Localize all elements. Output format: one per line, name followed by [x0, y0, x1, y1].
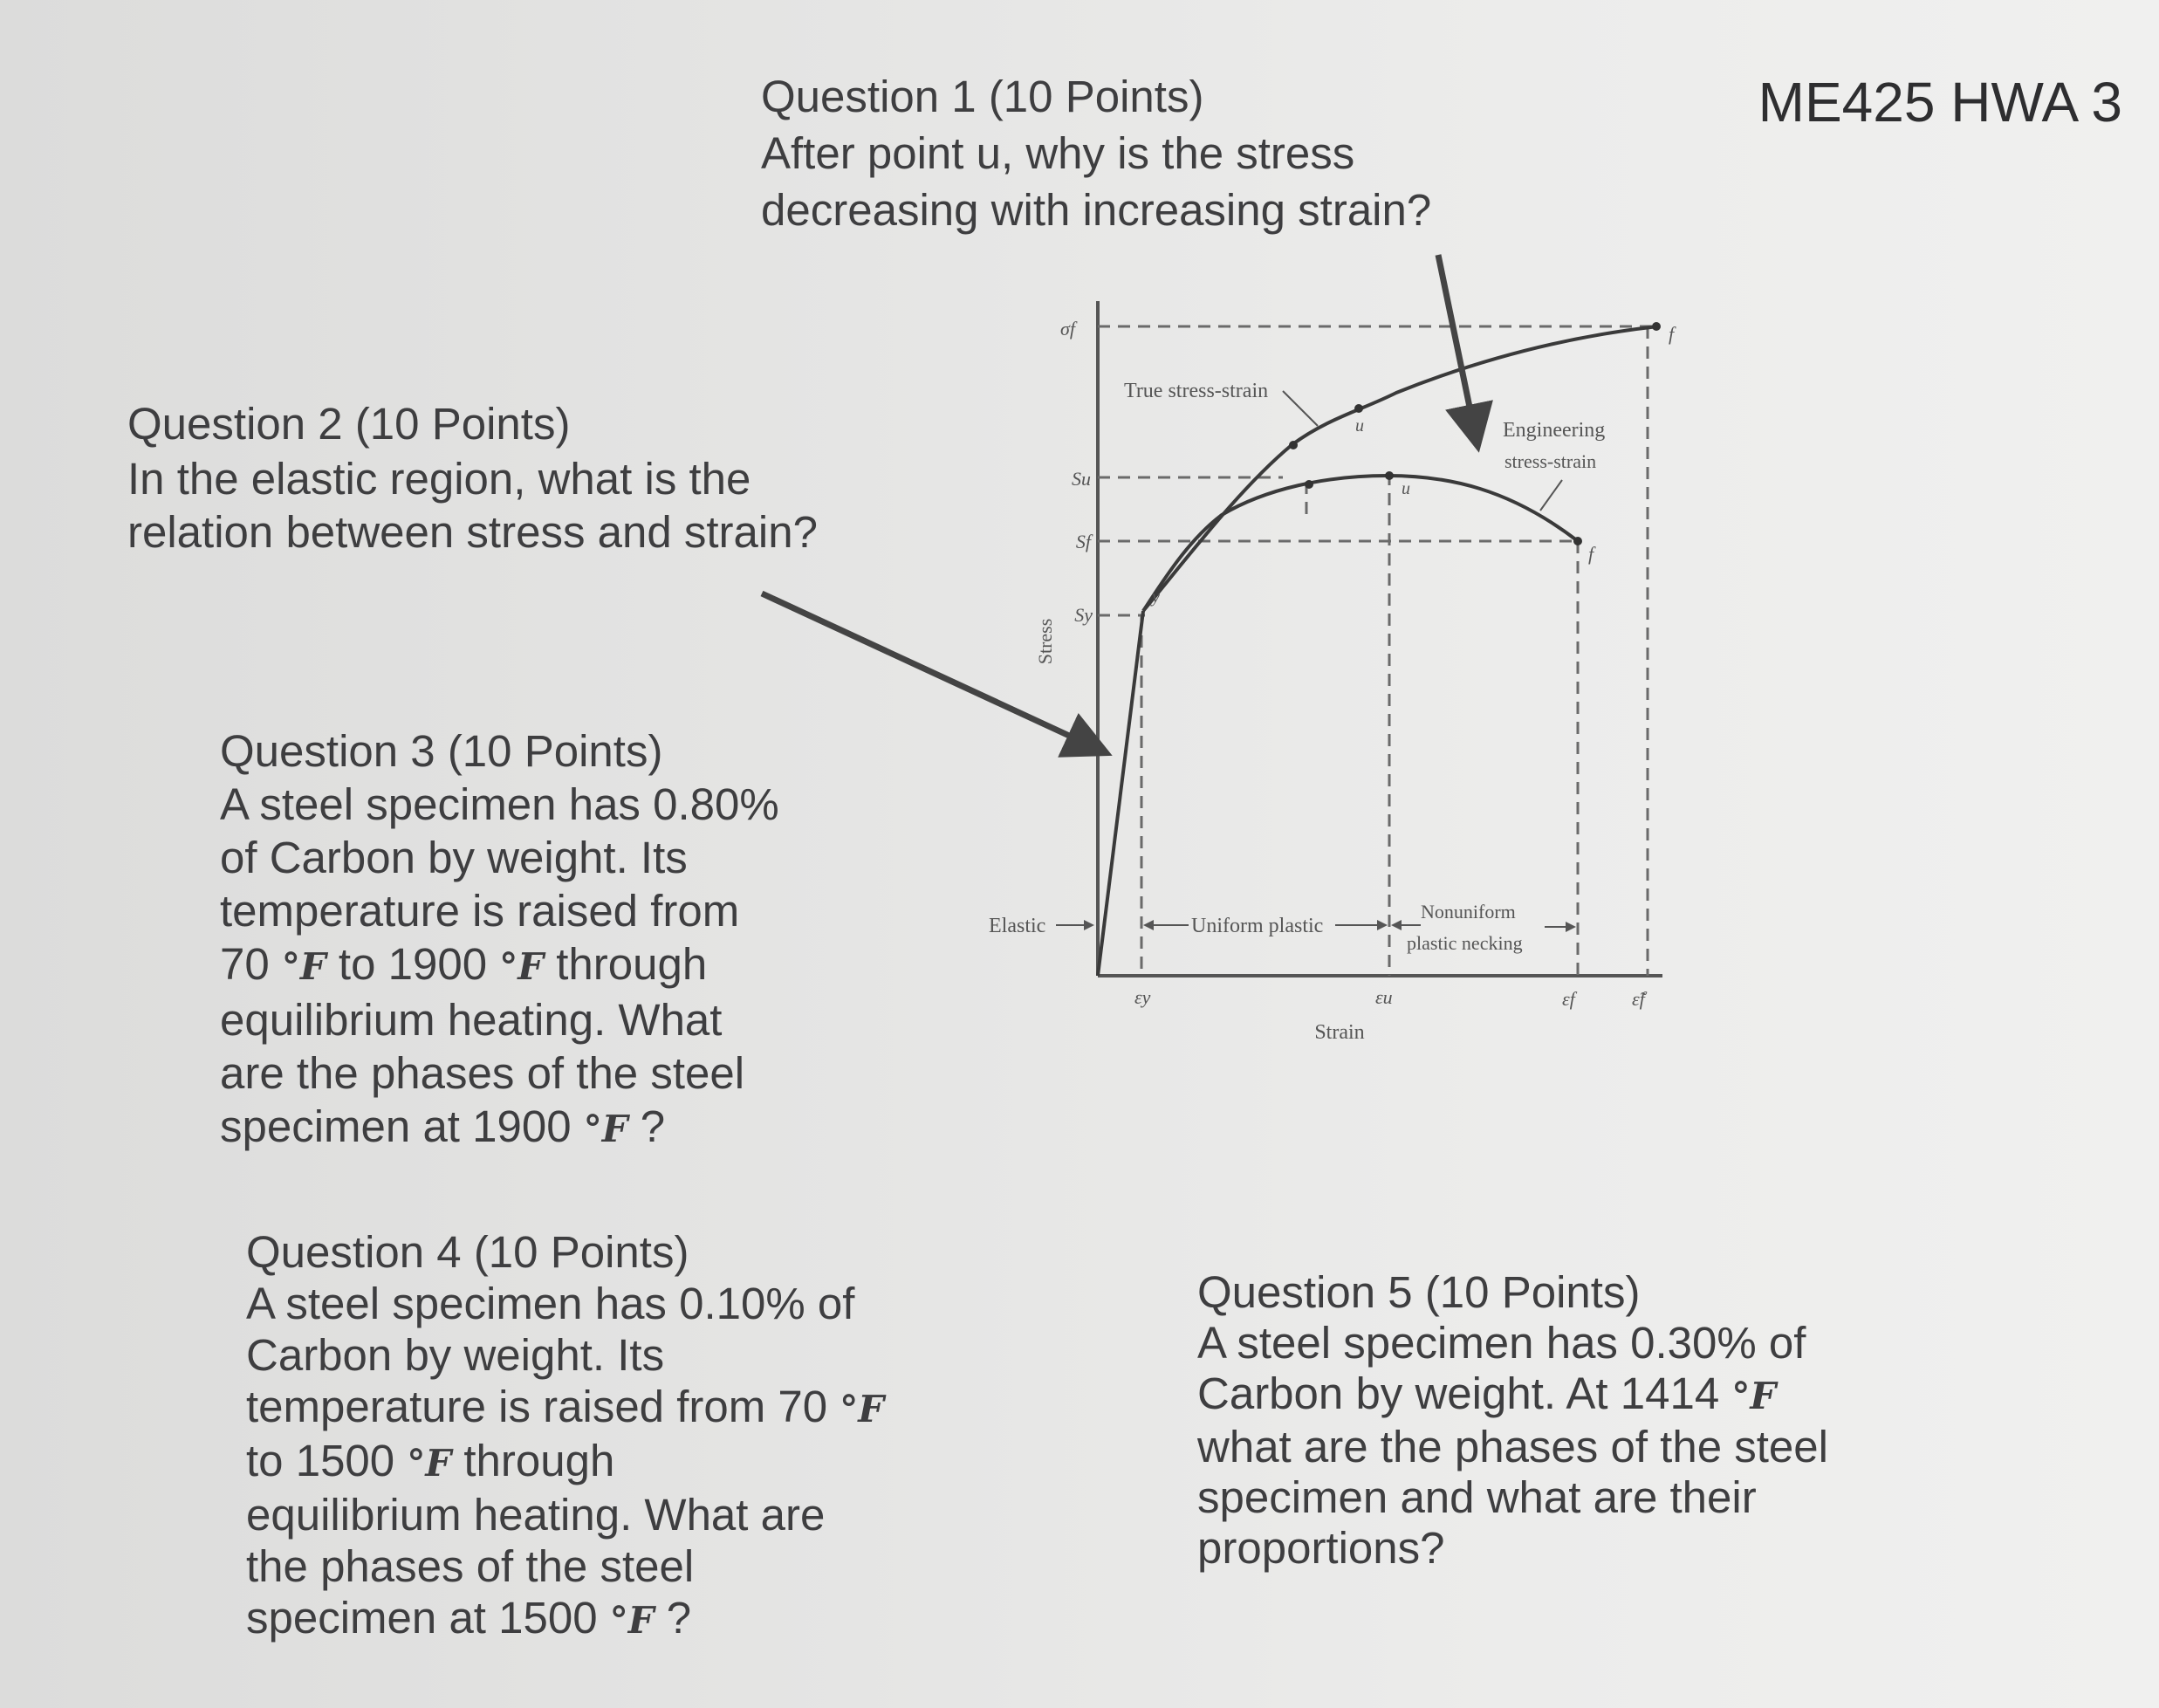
- label-f-true: f: [1669, 323, 1675, 345]
- q3-unit-3: °F: [583, 1108, 628, 1150]
- question-3-heading: Question 3 (10 Points): [220, 726, 663, 776]
- question-1-heading: Question 1 (10 Points): [761, 72, 1204, 121]
- point-mid-eng: [1305, 480, 1313, 489]
- question-4-line-6: the phases of the steel: [246, 1541, 695, 1591]
- q3-unit-1: °F: [281, 945, 326, 988]
- eng-curve-leader: [1540, 480, 1562, 511]
- region-elastic: Elastic: [989, 915, 1046, 937]
- x-axis-label: Strain: [1314, 1021, 1365, 1044]
- q5-unit: °F: [1731, 1375, 1777, 1417]
- region-nonuniform-2: plastic necking: [1407, 932, 1523, 954]
- question-4-line-5: equilibrium heating. What are: [246, 1490, 826, 1540]
- q4-unit-3: °F: [609, 1599, 655, 1642]
- question-4-line-2: Carbon by weight. Its: [246, 1330, 665, 1380]
- region-nonuniform-1: Nonuniform: [1421, 901, 1516, 923]
- q3-through: through: [556, 939, 708, 989]
- q3-start-temp: 70: [220, 939, 270, 989]
- annotation-arrow-q1: [1438, 255, 1477, 441]
- q3-final-temp: specimen at 1900: [220, 1101, 572, 1151]
- annotation-arrow-q2: [762, 593, 1101, 751]
- q4-final-temp: specimen at 1500: [246, 1593, 598, 1643]
- region-uniform: Uniform plastic: [1191, 915, 1324, 937]
- q4-end-temp: to 1500: [246, 1436, 395, 1485]
- y-tick-sy: Sy: [1074, 604, 1093, 626]
- q3-end-temp: to 1900: [338, 939, 488, 989]
- true-curve-leader: [1283, 391, 1318, 426]
- question-3-line-1: A steel specimen has 0.80%: [220, 779, 779, 829]
- point-mid-true: [1289, 441, 1298, 449]
- q4-qmark: ?: [666, 1593, 692, 1643]
- y-tick-sigma-f: σf: [1060, 318, 1075, 340]
- question-3-line-5: equilibrium heating. What: [220, 995, 723, 1045]
- question-2-heading: Question 2 (10 Points): [127, 399, 571, 449]
- q4-unit-1: °F: [840, 1388, 885, 1430]
- q3-qmark: ?: [640, 1101, 666, 1151]
- label-u-true: u: [1355, 416, 1364, 436]
- true-curve-label: True stress-strain: [1124, 380, 1269, 402]
- assignment-title: ME425 HWA 3: [1758, 71, 2122, 134]
- question-3-line-3: temperature is raised from: [220, 886, 740, 936]
- elastic-line: [1098, 611, 1143, 976]
- q3-unit-2: °F: [499, 945, 545, 988]
- question-3-line-2: of Carbon by weight. Its: [220, 833, 688, 882]
- question-2-line-2: relation between stress and strain?: [127, 507, 818, 557]
- question-5-heading: Question 5 (10 Points): [1197, 1267, 1641, 1317]
- label-f-eng: f: [1588, 543, 1594, 565]
- question-2-line-1: In the elastic region, what is the: [127, 454, 751, 504]
- q4-start-temp: temperature is raised from 70: [246, 1382, 828, 1431]
- eng-curve-label-2: stress-strain: [1504, 450, 1597, 472]
- point-u-true: [1354, 404, 1363, 413]
- q4-unit-2: °F: [407, 1442, 452, 1485]
- y-tick-sf: Sf: [1075, 531, 1091, 552]
- x-tick-eu: εu: [1375, 986, 1393, 1008]
- q4-through: through: [463, 1436, 615, 1485]
- point-f-eng: [1573, 537, 1582, 545]
- y-axis-label: Stress: [1034, 618, 1056, 665]
- question-5-line-5: proportions?: [1197, 1523, 1445, 1573]
- label-u-eng: u: [1402, 479, 1410, 498]
- x-tick-ey: εy: [1134, 986, 1151, 1008]
- question-4-line-1: A steel specimen has 0.10% of: [246, 1279, 855, 1328]
- question-3-line-6: are the phases of the steel: [220, 1048, 745, 1098]
- eng-curve-label-1: Engineering: [1503, 419, 1606, 442]
- point-f-true: [1652, 322, 1661, 331]
- question-4-heading: Question 4 (10 Points): [246, 1227, 689, 1277]
- y-tick-su: Su: [1072, 468, 1091, 490]
- question-1-line-1: After point u, why is the stress: [761, 128, 1355, 178]
- question-5-line-1: A steel specimen has 0.30% of: [1197, 1318, 1806, 1368]
- question-5-line-4: specimen and what are their: [1197, 1472, 1757, 1522]
- x-tick-ef: εf: [1562, 988, 1575, 1010]
- question-1-line-2: decreasing with increasing strain?: [761, 185, 1432, 235]
- label-y: y: [1152, 587, 1160, 607]
- point-u-engineering: [1385, 471, 1394, 480]
- q5-temp: Carbon by weight. At 1414: [1197, 1368, 1720, 1418]
- question-5-line-3: what are the phases of the steel: [1197, 1422, 1828, 1471]
- x-tick-ef-true: ε̃f: [1632, 988, 1645, 1010]
- engineering-curve: [1143, 476, 1578, 611]
